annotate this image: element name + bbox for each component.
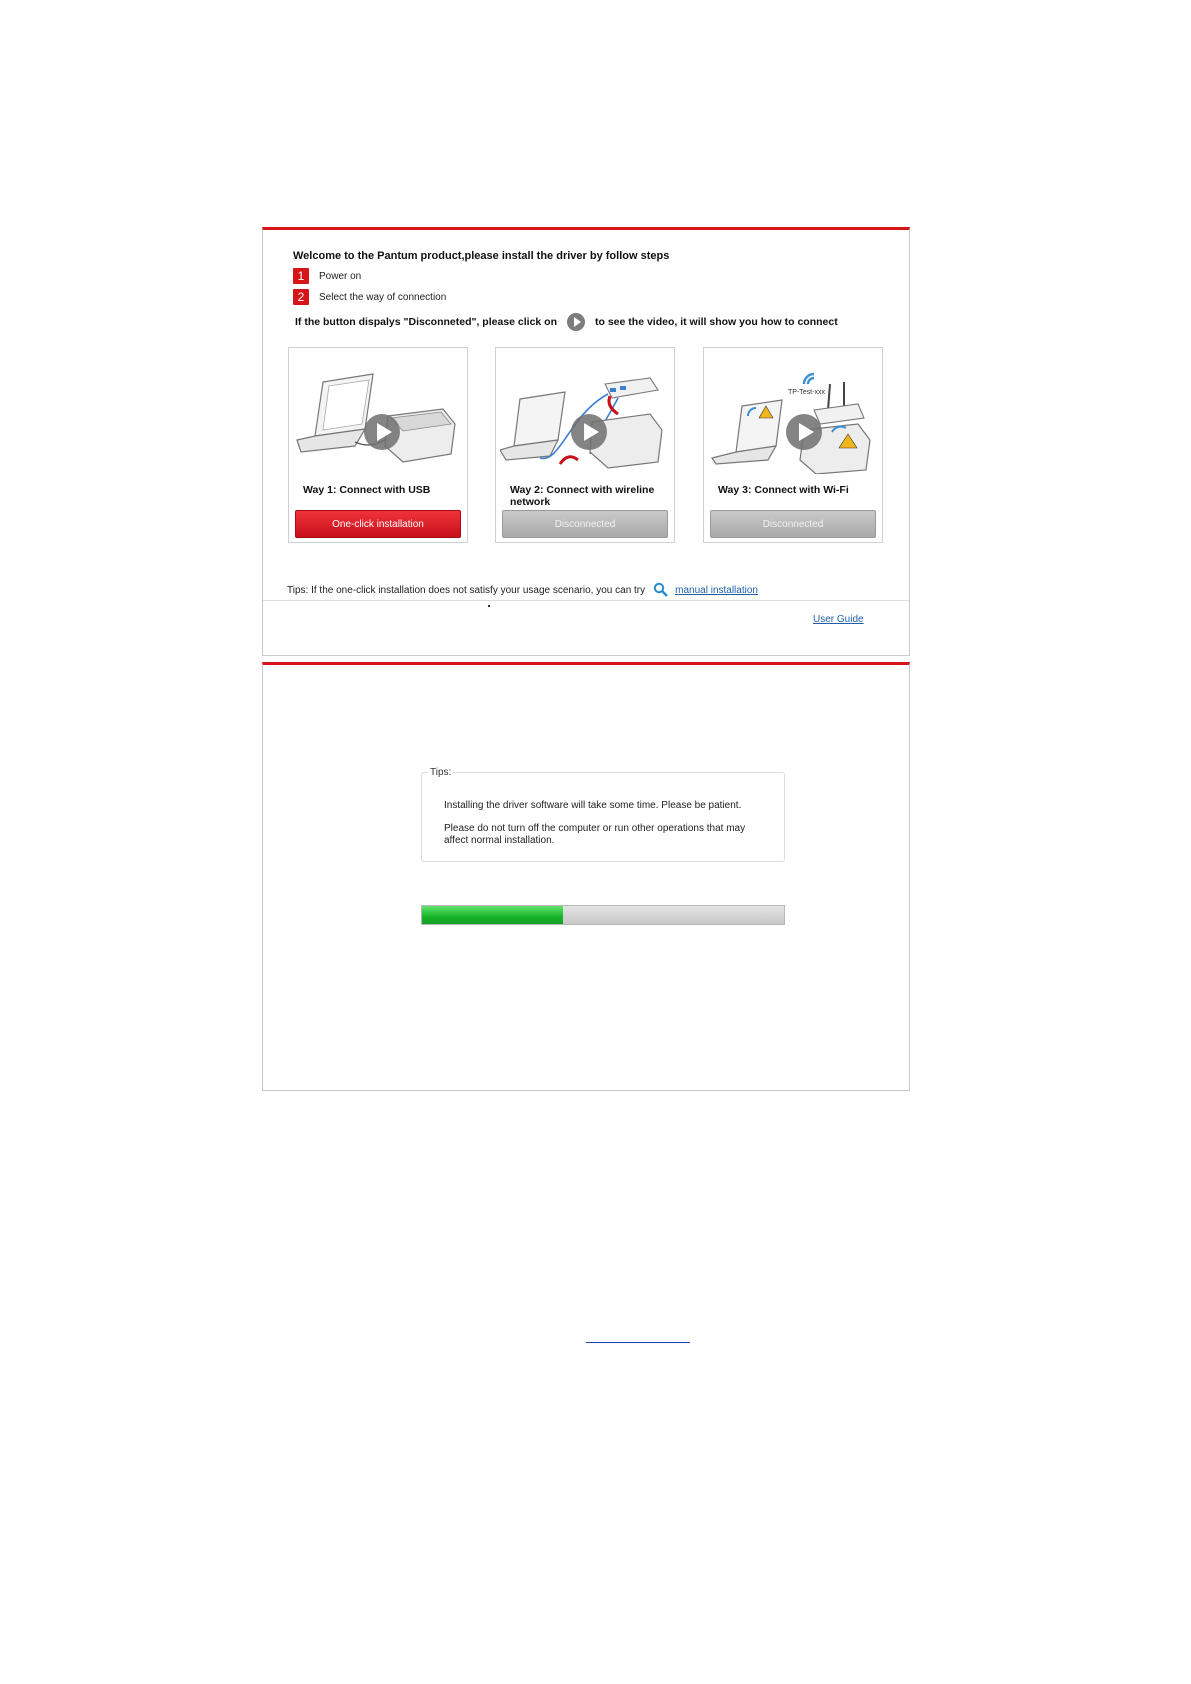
footer-divider [263,600,909,601]
step-2 [293,289,446,305]
user-guide-link[interactable]: User Guide [813,614,864,625]
welcome-text: Welcome to the Pantum product,please install the driver by follow steps [293,250,670,262]
step-number-badge: 1 [293,268,309,284]
card-title: Way 2: Connect with wireline network [510,484,655,508]
connection-card-wifi [703,347,883,543]
tips-line-1: Installing the driver software will take some time. Please be patient. [444,800,742,811]
decorative-dot [488,605,490,607]
magnifier-icon [653,582,669,598]
installer-window [262,227,910,656]
play-icon [567,313,585,331]
progress-fill [422,906,563,924]
installing-window [262,662,910,1091]
card-title: Way 3: Connect with Wi-Fi [718,484,849,496]
step-number-badge: 2 [293,289,309,305]
play-video-icon[interactable] [784,412,824,452]
step-label: Power on [319,270,362,282]
tips-box [421,767,785,862]
page-underline-mark [586,1342,690,1343]
tips-line-2: Please do not turn off the computer or run other operations that may affect normal installation. [444,823,746,846]
wifi-disconnected-button[interactable]: Disconnected [710,510,876,538]
tips-legend: Tips: [430,767,452,778]
tips-text: Tips: If the one-click installation does not satisfy your usage scenario, you can try [287,584,646,596]
wireline-disconnected-button[interactable]: Disconnected [502,510,668,538]
manual-install-tip [287,582,758,598]
play-video-icon[interactable] [569,412,609,452]
video-hint [295,313,838,331]
step-1 [293,268,361,284]
hint-text-after: to see the video, it will show you how to connect [595,316,838,328]
play-video-icon[interactable] [362,412,402,452]
ssid-label: TP-Test-xxx [788,389,825,396]
connection-card-usb [288,347,468,543]
install-progress-bar [421,905,785,925]
card-title: Way 1: Connect with USB [303,484,431,496]
step-label: Select the way of connection [319,291,447,303]
connection-card-wireline [495,347,675,543]
one-click-install-button[interactable]: One-click installation [295,510,461,538]
hint-text-before: If the button dispalys "Disconneted", please click on [295,316,558,328]
manual-installation-link[interactable]: manual installation [675,584,758,596]
